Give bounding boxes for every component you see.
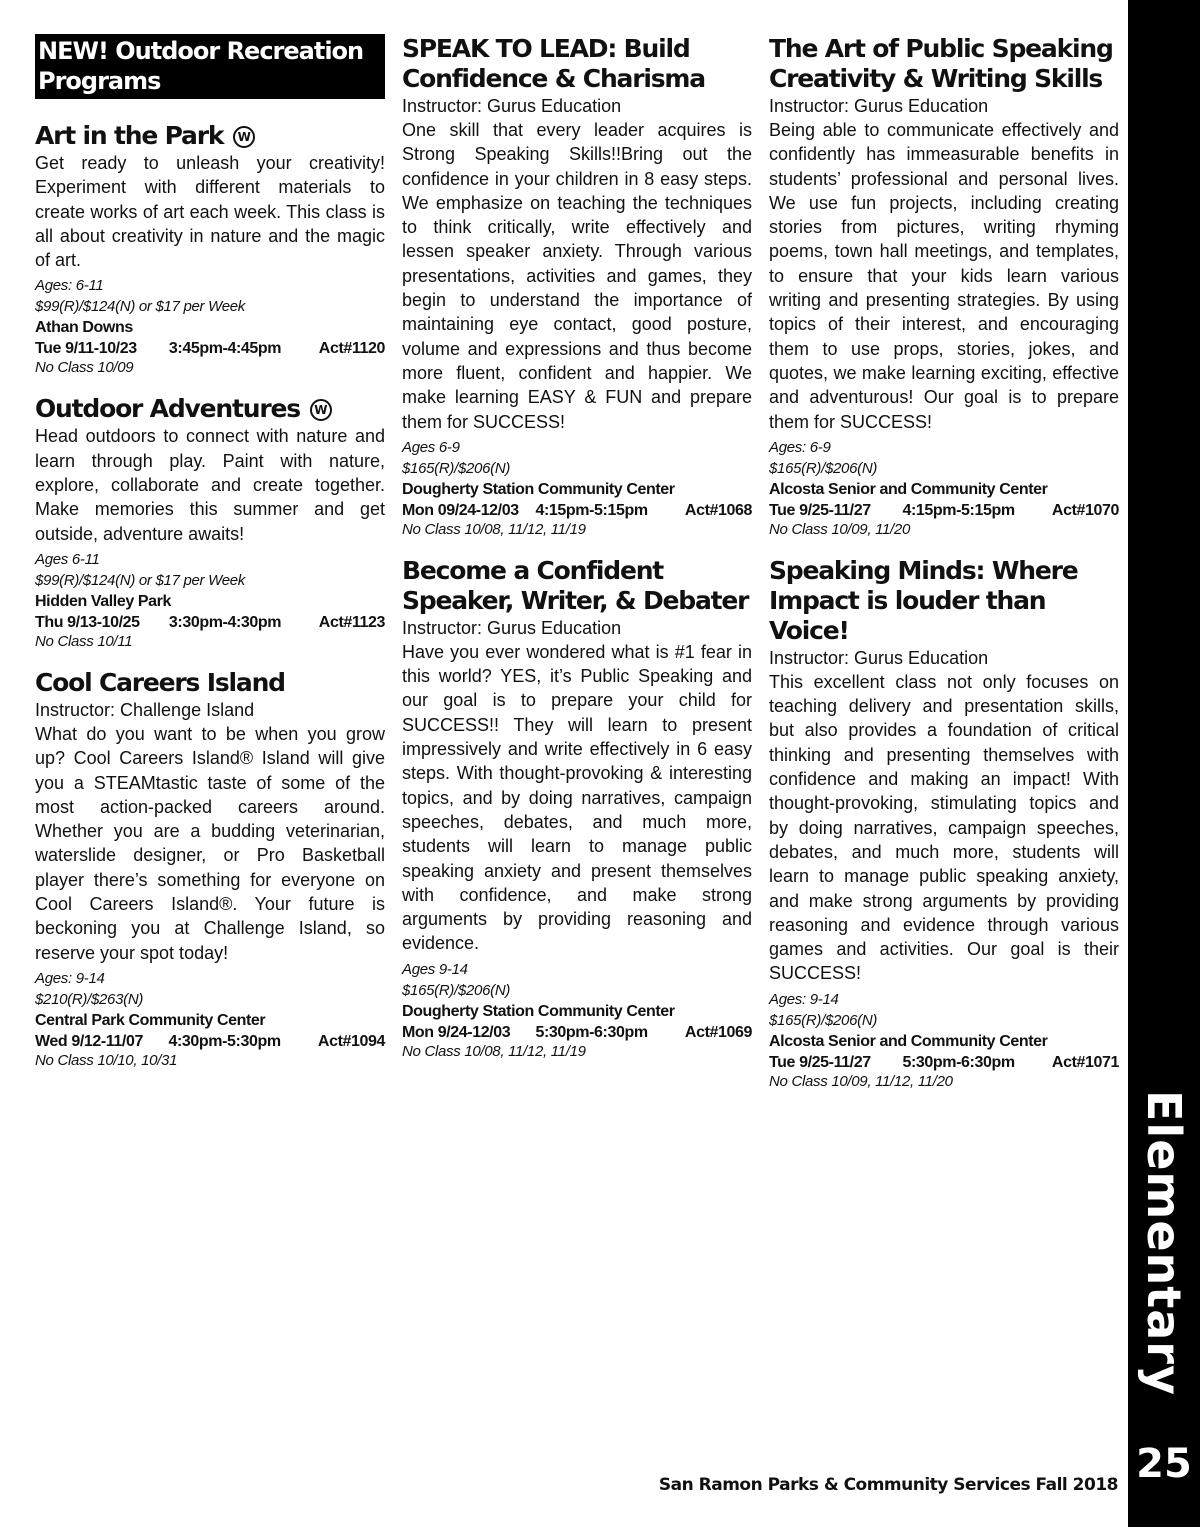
course-schedule (402, 1023, 752, 1043)
course-description: This excellent class not only focuses on teaching delivery and presentation skills, but also provides a foundation of critical thinking and presenting themselves with confidence and making an impact! With thought-provoking, stimulating topics and by doing narratives, campaign speeches, debates, and much more, students will learn to manage public speaking anxiety, and make strong arguments by providing reasoning and evidence through various games and activities. Our goal is their SUCCESS! (769, 671, 1119, 984)
course-no-class: No Class 10/09, 11/12, 11/20 (769, 1072, 953, 1090)
course-description: Head outdoors to connect with nature and learn through play. Paint with nature, explore, collaborate and create together. Make memories this summer and get outside, adventure awaits! (35, 426, 385, 544)
course-listing (35, 668, 385, 1069)
course-title (769, 556, 1119, 646)
course-ages: Ages: 9-14 (769, 990, 839, 1008)
course-title (769, 34, 1119, 94)
page-number: 25 (1136, 1441, 1192, 1487)
course-time: 3:30pm-4:30pm (168, 613, 282, 631)
course-no-class: No Class 10/11 (35, 632, 133, 650)
course-instructor: Instructor: Gurus Education (769, 647, 989, 668)
course-title (35, 394, 385, 424)
course-activity-number: Act#1120 (318, 340, 385, 358)
course-no-class: No Class 10/10, 10/31 (35, 1051, 178, 1069)
course-title-text: Become a Confident Speaker, Writer, & Debater (402, 555, 749, 615)
course-ages: Ages 6-9 (402, 438, 460, 456)
course-date: Tue 9/25-11/27 (769, 1053, 871, 1071)
course-listing (35, 121, 385, 376)
course-time: 5:30pm-6:30pm (902, 1053, 1015, 1071)
course-no-class: No Class 10/09, 11/20 (769, 520, 911, 538)
course-title (35, 668, 385, 698)
course-ages: Ages 6-11 (35, 550, 100, 568)
course-ages: Ages: 6-11 (35, 277, 104, 295)
column-2 (402, 34, 752, 1078)
course-schedule (35, 339, 385, 359)
course-location: Dougherty Station Community Center (402, 480, 675, 498)
course-location: Alcosta Senior and Community Center (769, 1032, 1048, 1050)
course-time: 4:30pm-5:30pm (168, 1032, 281, 1050)
section-banner: NEW! Outdoor Recreation Programs (35, 34, 385, 99)
course-title-text: Outdoor Adventures (35, 394, 300, 424)
column-1 (35, 34, 385, 1087)
course-description: Get ready to unleash your creativity! Experiment with different materials to create works of art each week. This class is all about creativity in nature and the magic of art. (35, 153, 385, 271)
course-fee: $165(R)/$206(N) (402, 459, 511, 477)
course-activity-number: Act#1068 (684, 501, 752, 519)
course-date: Mon 09/24-12/03 (402, 501, 519, 519)
course-date: Wed 9/12-11/07 (35, 1032, 143, 1050)
course-schedule (402, 501, 752, 521)
course-fee: $165(R)/$206(N) (769, 459, 878, 477)
course-title (35, 121, 385, 151)
course-no-class: No Class 10/08, 11/12, 11/19 (402, 1042, 586, 1060)
side-tab-label: Elementary (1137, 1090, 1191, 1396)
course-time: 4:15pm-5:15pm (902, 501, 1015, 519)
course-schedule (35, 1032, 385, 1052)
course-description: What do you want to be when you grow up? Cool Careers Island® Island will give you a STEAMtastic taste of some of the most action-packed careers around. Whether you are a budding veterinarian, waterslide designer, or Pro Basketball player there’s something for everyone on Cool Careers Island®. Your future is beckoning you at Challenge Island, so reserve your spot today! (35, 723, 385, 963)
course-title-text: Speaking Minds: Where Impact is louder than Voice! (769, 555, 1078, 645)
course-date: Tue 9/25-11/27 (769, 501, 871, 519)
course-fee: $99(R)/$124(N) or $17 per Week (35, 571, 245, 589)
course-location: Alcosta Senior and Community Center (769, 480, 1048, 498)
course-activity-number: Act#1070 (1051, 501, 1119, 519)
w-badge-icon: W (310, 399, 332, 421)
course-no-class: No Class 10/09 (35, 359, 134, 377)
course-title (402, 34, 752, 94)
course-activity-number: Act#1069 (684, 1023, 752, 1041)
course-activity-number: Act#1071 (1051, 1053, 1119, 1071)
course-description: Being able to communicate effectively and confidently has immeasurable benefits in students’ professional and personal lives. We use fun projects, including creating stories from pictures, writing rhyming poems, town hall meetings, and templates, to ensure that your kids learn various writing and presenting strategies. By using topics of their interest, and encouraging them to use props, stories, jokes, and quotes, we make learning exciting, effective and adventurous! Our goal is to prepare them for SUCCESS! (769, 120, 1119, 432)
course-description: Have you ever wondered what is #1 fear in this world? YES, it’s Public Speaking and our goal is to prepare your child for SUCCESS!! They will learn to present impressively and write effectively in 6 easy steps. With thought-provoking & interesting topics, and by doing narratives, campaign speeches, debates, and much more, students will learn to manage public speaking anxiety and present themselves with confidence, and make strong arguments by providing reasoning and evidence. (402, 641, 752, 954)
course-schedule (35, 613, 385, 633)
course-instructor: Instructor: Gurus Education (769, 96, 989, 116)
course-instructor: Instructor: Challenge Island (35, 699, 255, 720)
course-instructor: Instructor: Gurus Education (402, 96, 622, 116)
page-footer: San Ramon Parks & Community Services Fall 2018 (658, 1475, 1118, 1495)
course-location: Hidden Valley Park (35, 592, 171, 610)
course-instructor: Instructor: Gurus Education (402, 617, 622, 638)
course-activity-number: Act#1123 (318, 613, 385, 631)
w-badge-icon: W (233, 126, 255, 148)
course-activity-number: Act#1094 (317, 1032, 385, 1050)
course-schedule (769, 1053, 1119, 1073)
course-title-text: Art in the Park (35, 121, 224, 150)
course-time: 3:45pm-4:45pm (168, 340, 282, 358)
course-time: 5:30pm-6:30pm (535, 1023, 648, 1041)
course-ages: Ages 9-14 (402, 960, 468, 978)
course-listing (402, 556, 752, 1060)
column-3 (769, 34, 1119, 1108)
course-date: Tue 9/11-10/23 (35, 340, 137, 358)
course-listing (769, 556, 1119, 1090)
course-listing (402, 34, 752, 538)
course-fee: $165(R)/$206(N) (402, 981, 511, 999)
course-description: One skill that every leader acquires is Strong Speaking Skills!!Bring out the confidence in your children in 8 easy steps. We emphasize on teaching the techniques to think critically, write effectively and lessen speaker anxiety. Through various presentations, activities and games, they begin to understand the importance of maintaining eye contact, good posture, volume and expressions and thus become more fluent, confident and happier. We make learning EASY & FUN and prepare them for SUCCESS! (402, 120, 752, 432)
course-listing (35, 394, 385, 649)
course-location: Athan Downs (35, 319, 133, 337)
course-location: Dougherty Station Community Center (402, 1002, 675, 1020)
course-title (402, 556, 752, 616)
course-fee: $165(R)/$206(N) (769, 1011, 878, 1029)
course-no-class: No Class 10/08, 11/12, 11/19 (402, 520, 586, 538)
course-ages: Ages: 9-14 (35, 969, 105, 987)
course-schedule (769, 501, 1119, 521)
course-title-text: SPEAK TO LEAD: Build Confidence & Charisma (402, 34, 705, 93)
course-date: Mon 9/24-12/03 (402, 1023, 511, 1041)
course-time: 4:15pm-5:15pm (535, 501, 648, 519)
course-fee: $210(R)/$263(N) (35, 990, 144, 1008)
course-listing (769, 34, 1119, 538)
course-title-text: The Art of Public Speaking Creativity & Writing Skills (769, 34, 1113, 93)
course-date: Thu 9/13-10/25 (35, 613, 140, 631)
course-title-text: Cool Careers Island (35, 667, 285, 697)
course-ages: Ages: 6-9 (769, 438, 831, 456)
course-location: Central Park Community Center (35, 1011, 266, 1029)
course-fee: $99(R)/$124(N) or $17 per Week (35, 298, 245, 316)
